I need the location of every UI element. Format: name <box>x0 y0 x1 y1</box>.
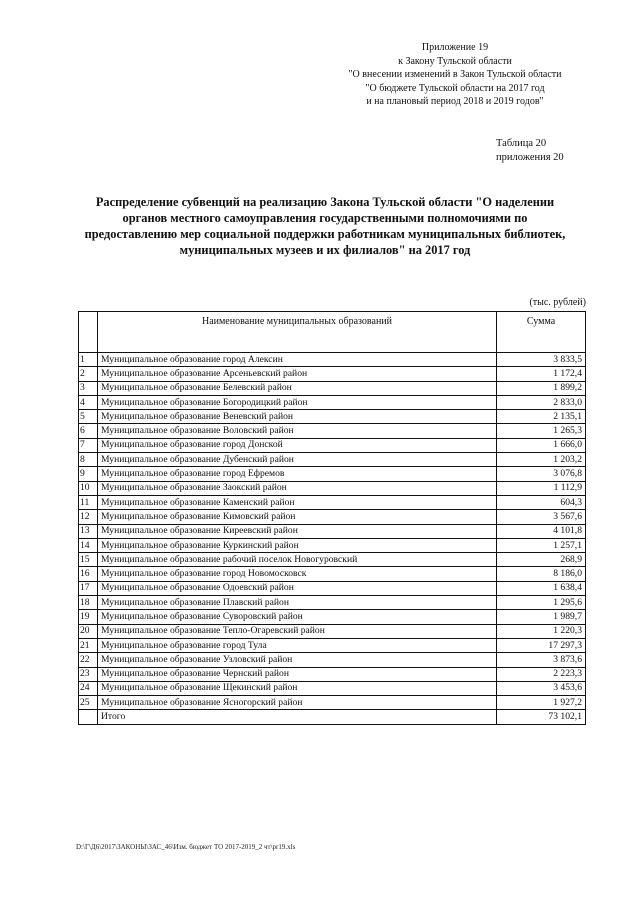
row-sum-cell: 2 833,0 <box>497 395 586 409</box>
annex-header <box>335 41 575 109</box>
table-row <box>79 596 586 610</box>
row-number-cell: 20 <box>79 624 98 638</box>
title-line: предоставлению мер социальной поддержки работникам муниципальных библиотек, <box>84 227 566 241</box>
row-sum-cell: 1 666,0 <box>497 438 586 452</box>
row-sum-cell: 2 223,3 <box>497 667 586 681</box>
row-name-cell: Муниципальное образование Богородицкий район <box>98 395 497 409</box>
table-header-row <box>79 312 586 353</box>
row-number-cell: 1 <box>79 353 98 367</box>
table-row <box>79 638 586 652</box>
document-title <box>70 194 580 258</box>
row-name-cell: Муниципальное образование Ясногорский район <box>98 696 497 710</box>
row-sum-cell: 1 989,7 <box>497 610 586 624</box>
row-name-cell: Муниципальное образование Воловский район <box>98 424 497 438</box>
row-name-cell: Муниципальное образование Тепло-Огаревский район <box>98 624 497 638</box>
row-sum-cell: 1 638,4 <box>497 581 586 595</box>
table-row <box>79 653 586 667</box>
row-number-cell: 7 <box>79 438 98 452</box>
annex-line: Приложение 19 <box>421 42 489 53</box>
table-row <box>79 581 586 595</box>
row-number-cell: 16 <box>79 567 98 581</box>
table-row <box>79 467 586 481</box>
header-sum-cell: Сумма <box>497 312 586 353</box>
row-number-cell: 19 <box>79 610 98 624</box>
table-reference <box>496 137 586 164</box>
row-sum-cell: 3 873,6 <box>497 653 586 667</box>
header-name-cell: Наименование муниципальных образований <box>98 312 497 353</box>
row-sum-cell: 3 453,6 <box>497 681 586 695</box>
row-sum-cell: 3 567,6 <box>497 510 586 524</box>
total-row <box>79 710 586 724</box>
row-name-cell: Муниципальное образование Плавский район <box>98 596 497 610</box>
row-number-cell: 4 <box>79 395 98 409</box>
table-row <box>79 353 586 367</box>
subvention-table <box>78 311 586 725</box>
row-number-cell: 22 <box>79 653 98 667</box>
annex-line: "О бюджете Тульской области на 2017 год <box>365 82 545 94</box>
row-name-cell: Муниципальное образование Чернский район <box>98 667 497 681</box>
table-row <box>79 538 586 552</box>
row-name-cell: Муниципальное образование Узловский район <box>98 653 497 667</box>
table-row <box>79 567 586 581</box>
total-sum-cell: 73 102,1 <box>497 710 586 724</box>
row-name-cell: Муниципальное образование Дубенский район <box>98 453 497 467</box>
row-name-cell: Муниципальное образование Арсеньевский район <box>98 367 497 381</box>
annex-line: к Закону Тульской области <box>398 55 512 67</box>
table-row <box>79 395 586 409</box>
units-label: (тыс. рублей) <box>529 297 586 308</box>
row-number-cell: 9 <box>79 467 98 481</box>
row-number-cell: 17 <box>79 581 98 595</box>
table-row <box>79 610 586 624</box>
table-row <box>79 553 586 567</box>
row-sum-cell: 1 172,4 <box>497 367 586 381</box>
row-name-cell: Муниципальное образование город Тула <box>98 638 497 652</box>
file-path: D:\Г\Д6\2017\ЗАКОНЫ\ЗАС_46\Изм. бюджет ТО 2017-2019_2 чт\pr19.xls <box>76 843 296 851</box>
row-sum-cell: 1 112,9 <box>497 481 586 495</box>
row-sum-cell: 3 833,5 <box>497 353 586 367</box>
total-label-cell: Итого <box>98 710 497 724</box>
row-name-cell: Муниципальное образование Заокский район <box>98 481 497 495</box>
annex-line: "О внесении изменений в Закон Тульской области <box>348 69 562 80</box>
row-name-cell: Муниципальное образование Белевский район <box>98 381 497 395</box>
table-row <box>79 624 586 638</box>
row-sum-cell: 1 203,2 <box>497 453 586 467</box>
annex-line: и на плановый период 2018 и 2019 годов" <box>366 96 544 107</box>
title-line: органов местного самоуправления государственными полномочиями по <box>122 211 528 225</box>
row-name-cell: Муниципальное образование Киреевский район <box>98 524 497 538</box>
row-number-cell: 23 <box>79 667 98 681</box>
table-row <box>79 481 586 495</box>
row-name-cell: Муниципальное образование Каменский район <box>98 495 497 509</box>
table-row <box>79 667 586 681</box>
table-row <box>79 367 586 381</box>
table-row <box>79 438 586 452</box>
row-number-cell: 24 <box>79 681 98 695</box>
table-row <box>79 410 586 424</box>
row-sum-cell: 3 076,8 <box>497 467 586 481</box>
row-sum-cell: 17 297,3 <box>497 638 586 652</box>
row-name-cell: Муниципальное образование город Новомосковск <box>98 567 497 581</box>
table-reference-line: Таблица 20 <box>496 138 547 149</box>
table-row <box>79 681 586 695</box>
row-sum-cell: 1 257,1 <box>497 538 586 552</box>
row-sum-cell: 1 927,2 <box>497 696 586 710</box>
row-name-cell: Муниципальное образование город Донской <box>98 438 497 452</box>
row-number-cell: 8 <box>79 453 98 467</box>
row-name-cell: Муниципальное образование город Ефремов <box>98 467 497 481</box>
row-name-cell: Муниципальное образование Куркинский район <box>98 538 497 552</box>
row-sum-cell: 268,9 <box>497 553 586 567</box>
row-number-cell: 2 <box>79 367 98 381</box>
row-name-cell: Муниципальное образование Щекинский район <box>98 681 497 695</box>
table-row <box>79 495 586 509</box>
row-number-cell: 6 <box>79 424 98 438</box>
row-number-cell: 3 <box>79 381 98 395</box>
table-row <box>79 524 586 538</box>
row-sum-cell: 4 101,8 <box>497 524 586 538</box>
row-number-cell: 21 <box>79 638 98 652</box>
table-row <box>79 453 586 467</box>
title-line: Распределение субвенций на реализацию Закона Тульской области "О наделении <box>95 195 555 209</box>
row-name-cell: Муниципальное образование Кимовский район <box>98 510 497 524</box>
row-number-cell: 13 <box>79 524 98 538</box>
row-sum-cell: 1 899,2 <box>497 381 586 395</box>
row-sum-cell: 1 295,6 <box>497 596 586 610</box>
row-name-cell: Муниципальное образование Веневский район <box>98 410 497 424</box>
row-name-cell: Муниципальное образование Суворовский район <box>98 610 497 624</box>
row-name-cell: Муниципальное образование рабочий поселок Новогуровский <box>98 553 497 567</box>
row-sum-cell: 1 265,3 <box>497 424 586 438</box>
row-number-cell: 14 <box>79 538 98 552</box>
row-sum-cell: 1 220,3 <box>497 624 586 638</box>
row-number-cell: 10 <box>79 481 98 495</box>
table-row <box>79 696 586 710</box>
row-number-cell: 5 <box>79 410 98 424</box>
row-name-cell: Муниципальное образование город Алексин <box>98 353 497 367</box>
row-number-cell: 18 <box>79 596 98 610</box>
row-number-cell: 15 <box>79 553 98 567</box>
table-reference-line: приложения 20 <box>496 151 564 163</box>
row-number-cell: 11 <box>79 495 98 509</box>
row-number-cell: 12 <box>79 510 98 524</box>
row-name-cell: Муниципальное образование Одоевский район <box>98 581 497 595</box>
table-row <box>79 424 586 438</box>
row-sum-cell: 8 186,0 <box>497 567 586 581</box>
header-number-cell <box>79 312 98 353</box>
title-line: муниципальных музеев и их филиалов" на 2017 год <box>179 243 471 257</box>
total-number-cell <box>79 710 98 724</box>
table-row <box>79 510 586 524</box>
row-number-cell: 25 <box>79 696 98 710</box>
table-row <box>79 381 586 395</box>
row-sum-cell: 604,3 <box>497 495 586 509</box>
row-sum-cell: 2 135,1 <box>497 410 586 424</box>
